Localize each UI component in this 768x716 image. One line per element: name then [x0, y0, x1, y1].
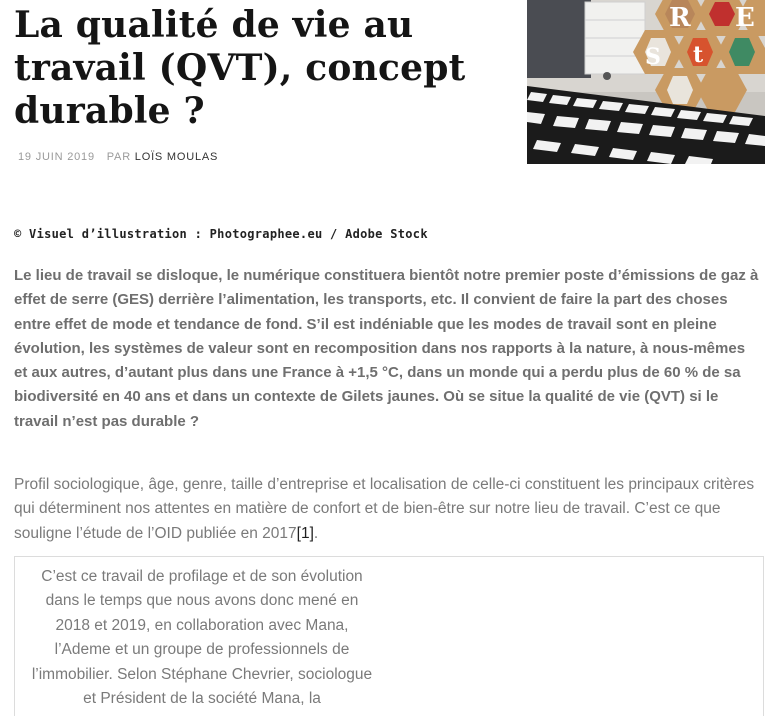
quote-box	[14, 556, 764, 716]
article-intro: Le lieu de travail se disloque, le numérique constituera bientôt notre premier poste d’émissions de gaz à effet de serre (GES) derrière l’alimentation, les transports, etc. Il convient de faire la part des choses entre effet de mode et tendance de fond. S’il est indéniable que les modes de travail sont en pleine évolution, les systèmes de valeur sont en recomposition dans nos rapports à la nature, à nous-mêmes et aux autres, d’autant plus dans une France à +1,5 °C, dans un monde qui a perdu plus de 60 % de sa biodiversité en 40 ans et dans un contexte de Gilets jaunes. Où se situe la qualité de vie (QVT) si le travail n’est pas durable ?	[14, 267, 759, 430]
letter-s: S	[645, 44, 661, 70]
letter-r: R	[669, 3, 691, 33]
letter-e: E	[735, 3, 755, 33]
body-paragraph-end: .	[313, 524, 319, 542]
article-title: La qualité de vie au travail (QVT), concept durable ?	[14, 4, 466, 132]
article-meta	[18, 151, 218, 163]
hero-illustration	[527, 0, 765, 164]
author-link[interactable]: LOÏS MOULAS	[134, 151, 219, 163]
image-credit: © Visuel d’illustration : Photographee.eu / Adobe Stock	[14, 227, 428, 241]
sofa	[527, 0, 591, 78]
body-paragraph	[14, 473, 762, 546]
quote-text: C’est ce travail de profilage et de son évolution dans le temps que nous avons donc mené en 2018 et 2019, en collaboration avec Mana, l’Ademe et un groupe de professionnels de l’immobilier. Selon Stéphane Chevrier, sociologue et Président de la société Mana, la	[31, 568, 373, 708]
publish-date: 19 JUIN 2019	[18, 151, 95, 163]
body-paragraph-text: Profil sociologique, âge, genre, taille d’entreprise et localisation de celle-ci constituent les principaux critères qui déterminent nos attentes en matière de confort et de bien-être sur notre lieu de travail. C’est ce que souligne l’étude de l’OID publiée en 2017	[14, 476, 755, 542]
hero-image	[527, 0, 765, 164]
letter-t: t	[693, 42, 704, 68]
footnote-link[interactable]: [1]	[296, 524, 314, 542]
by-label: PAR	[106, 151, 131, 163]
